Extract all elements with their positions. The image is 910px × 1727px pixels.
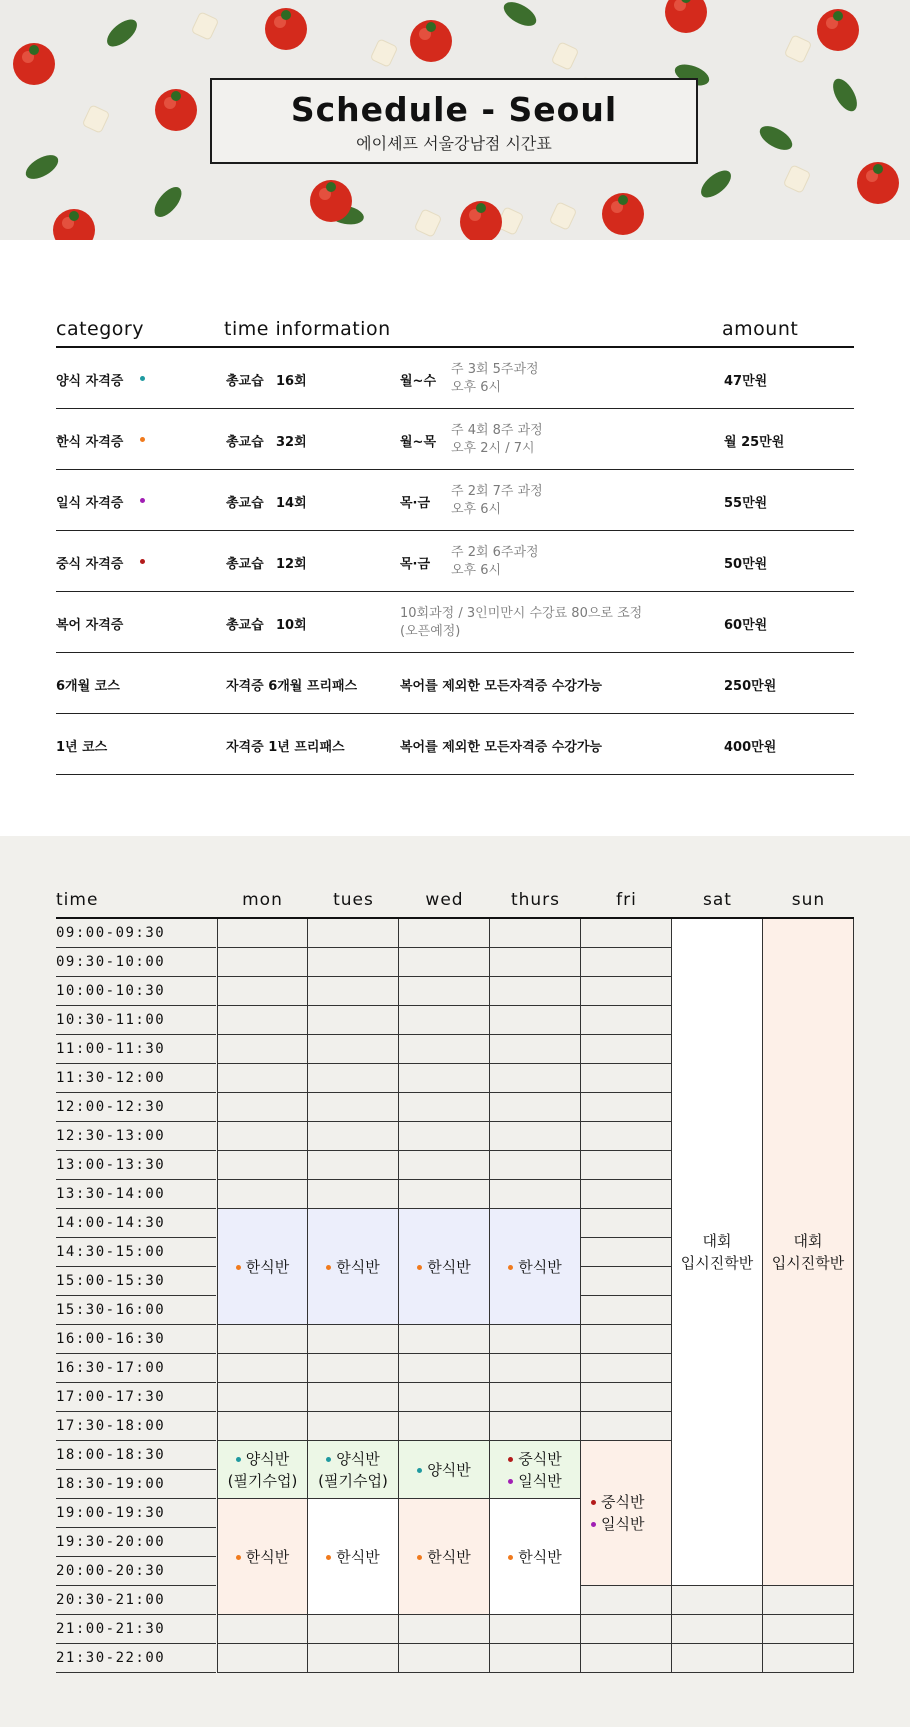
class-line: [508, 1256, 561, 1278]
time-slot-label: 20:30-21:00: [56, 1586, 216, 1615]
empty-slot-cell: [581, 1151, 672, 1180]
empty-slot-cell: [308, 1122, 399, 1151]
header-day-tues: tues: [333, 890, 374, 910]
empty-slot-cell: [217, 1412, 308, 1441]
class-line: [508, 1448, 561, 1470]
price-sessions: 총교습: [226, 617, 264, 633]
class-block: [308, 1441, 399, 1499]
class-line: [591, 1513, 644, 1535]
price-detail-line-1: 주 2회 7주 과정: [451, 483, 543, 499]
price-row: [56, 592, 854, 653]
empty-slot-cell: [399, 1064, 490, 1093]
class-line: [794, 1230, 823, 1252]
empty-slot-cell: [217, 1122, 308, 1151]
empty-slot-cell: [399, 1644, 490, 1673]
price-days: 목·금: [400, 495, 431, 511]
cheese-piece: [370, 39, 397, 67]
header-category: category: [56, 318, 144, 340]
title-box: [210, 78, 698, 164]
price-count: 16회: [276, 373, 307, 389]
class-line: [417, 1546, 470, 1568]
time-slot-label: 14:00-14:30: [56, 1209, 216, 1238]
empty-slot-cell: [308, 1383, 399, 1412]
empty-slot-cell: [581, 1354, 672, 1383]
class-color-dot: [417, 1468, 422, 1473]
class-line: [326, 1256, 379, 1278]
time-slot-label: 15:00-15:30: [56, 1267, 216, 1296]
class-name: 일식반: [518, 1471, 562, 1490]
price-days: 복어를 제외한 모든자격증 수강가능: [400, 678, 602, 694]
header-day-mon: mon: [242, 890, 283, 910]
time-slot-label: 15:30-16:00: [56, 1296, 216, 1325]
class-color-dot: [508, 1265, 513, 1270]
empty-slot-cell: [581, 1122, 672, 1151]
cheese-piece: [191, 12, 218, 40]
class-block: [490, 1499, 581, 1615]
header-day-sat: sat: [703, 890, 732, 910]
class-color-dot: [236, 1265, 241, 1270]
class-block: [399, 1441, 490, 1499]
empty-slot-cell: [308, 1035, 399, 1064]
price-detail-line-1: 주 4회 8주 과정: [451, 422, 543, 438]
price-detail-line-2: 오후 2시 / 7시: [451, 440, 535, 456]
empty-slot-cell: [217, 1644, 308, 1673]
tomato-stem: [873, 164, 883, 174]
class-name: 양식반: [336, 1449, 380, 1468]
time-slot-label: 10:30-11:00: [56, 1006, 216, 1035]
empty-slot-cell: [490, 919, 581, 948]
empty-slot-cell: [490, 1180, 581, 1209]
empty-slot-cell: [217, 1383, 308, 1412]
class-line: [508, 1470, 561, 1492]
class-name: 한식반: [518, 1257, 562, 1276]
class-block: [763, 919, 854, 1586]
empty-slot-cell: [399, 1093, 490, 1122]
basil-leaf: [756, 121, 796, 155]
cheese-piece: [549, 202, 576, 230]
cheese-piece: [784, 35, 811, 63]
time-slot-label: 21:30-22:00: [56, 1644, 216, 1673]
category-color-dot: [140, 498, 145, 503]
time-slot-label: 17:30-18:00: [56, 1412, 216, 1441]
category-color-dot: [140, 437, 145, 442]
price-sessions: 총교습: [226, 495, 264, 511]
empty-slot-cell: [399, 919, 490, 948]
price-amount: 250만원: [724, 678, 777, 694]
timetable: [0, 836, 910, 1727]
time-slot-label: 11:00-11:30: [56, 1035, 216, 1064]
empty-slot-cell: [217, 1064, 308, 1093]
class-line: [236, 1256, 289, 1278]
class-block: [308, 1209, 399, 1325]
basil-leaf: [150, 182, 187, 221]
class-name: 한식반: [245, 1257, 290, 1276]
class-color-dot: [417, 1555, 422, 1560]
tomato-stem: [69, 211, 79, 221]
class-line: [228, 1470, 298, 1492]
empty-slot-cell: [308, 1093, 399, 1122]
empty-slot-cell: [581, 1238, 672, 1267]
tomato-stem: [426, 22, 436, 32]
empty-slot-cell: [490, 1354, 581, 1383]
empty-slot-cell: [490, 1122, 581, 1151]
time-slot-label: 16:00-16:30: [56, 1325, 216, 1354]
empty-slot-cell: [399, 1122, 490, 1151]
time-slot-label: 12:00-12:30: [56, 1093, 216, 1122]
empty-slot-cell: [672, 1644, 763, 1673]
price-category: 6개월 코스: [56, 678, 120, 694]
cheese-piece: [551, 42, 578, 70]
header-day-sun: sun: [791, 890, 826, 910]
price-amount: 47만원: [724, 373, 768, 389]
empty-slot-cell: [399, 1151, 490, 1180]
price-sessions: 자격증 1년 프리패스: [226, 739, 345, 755]
empty-slot-cell: [308, 1644, 399, 1673]
tomato-stem: [618, 195, 628, 205]
class-name: 양식반: [245, 1449, 290, 1468]
empty-slot-cell: [581, 1296, 672, 1325]
class-line: [703, 1230, 732, 1252]
class-color-dot: [236, 1457, 241, 1462]
time-slot-label: 18:00-18:30: [56, 1441, 216, 1470]
empty-slot-cell: [490, 1006, 581, 1035]
empty-slot-cell: [308, 1615, 399, 1644]
empty-slot-cell: [581, 1644, 672, 1673]
class-color-dot: [591, 1500, 596, 1505]
empty-slot-cell: [308, 977, 399, 1006]
class-block: [217, 1209, 308, 1325]
time-slot-label: 19:30-20:00: [56, 1528, 216, 1557]
price-detail-line-2: (오픈예정): [400, 623, 461, 639]
class-line: [508, 1546, 561, 1568]
price-row: [56, 348, 854, 409]
class-block: [399, 1209, 490, 1325]
price-detail-line-1: 주 3회 5주과정: [451, 361, 539, 377]
empty-slot-cell: [217, 919, 308, 948]
class-color-dot: [508, 1457, 513, 1462]
basil-leaf: [828, 75, 862, 115]
page-title: Schedule - Seoul: [290, 90, 618, 129]
class-line: [681, 1252, 753, 1274]
price-sessions: 총교습: [226, 556, 264, 572]
price-row: [56, 409, 854, 470]
class-block: [490, 1441, 581, 1499]
price-days: 목·금: [400, 556, 431, 572]
empty-slot-cell: [581, 1383, 672, 1412]
class-name: 한식반: [336, 1547, 380, 1566]
class-name: 한식반: [245, 1547, 290, 1566]
class-color-dot: [326, 1555, 331, 1560]
tomato-stem: [171, 91, 181, 101]
empty-slot-cell: [308, 1006, 399, 1035]
time-slot-label: 17:00-17:30: [56, 1383, 216, 1412]
empty-slot-cell: [399, 1615, 490, 1644]
header-day-wed: wed: [425, 890, 464, 910]
empty-slot-cell: [490, 948, 581, 977]
time-slot-label: 13:00-13:30: [56, 1151, 216, 1180]
empty-slot-cell: [308, 948, 399, 977]
class-block: [308, 1499, 399, 1615]
price-count: 12회: [276, 556, 307, 572]
empty-slot-cell: [581, 919, 672, 948]
tomato-stem: [29, 45, 39, 55]
price-amount: 400만원: [724, 739, 777, 755]
class-line: [236, 1546, 289, 1568]
class-line: [326, 1546, 379, 1568]
empty-slot-cell: [581, 1267, 672, 1296]
time-slot-label: 19:00-19:30: [56, 1499, 216, 1528]
price-category: 1년 코스: [56, 739, 108, 755]
price-sessions: 자격증 6개월 프리패스: [226, 678, 358, 694]
header-time-information: time information: [224, 318, 391, 340]
empty-slot-cell: [490, 1412, 581, 1441]
class-block: [672, 919, 763, 1586]
empty-slot-cell: [490, 1064, 581, 1093]
empty-slot-cell: [217, 977, 308, 1006]
empty-slot-cell: [217, 1006, 308, 1035]
empty-slot-cell: [399, 1325, 490, 1354]
class-line: [772, 1252, 844, 1274]
empty-slot-cell: [308, 1180, 399, 1209]
basil-leaf: [22, 150, 62, 184]
empty-slot-cell: [217, 1093, 308, 1122]
price-category: 일식 자격증: [56, 495, 124, 511]
empty-slot-cell: [581, 1615, 672, 1644]
header-amount: amount: [722, 318, 799, 340]
price-category: 한식 자격증: [56, 434, 124, 450]
price-days: 복어를 제외한 모든자격증 수강가능: [400, 739, 602, 755]
price-category: 복어 자격증: [56, 617, 124, 633]
price-days: 월~목: [400, 434, 437, 450]
price-detail-line-1: 10회과정 / 3인미만시 수강료 80으로 조정: [400, 605, 643, 621]
time-slot-label: 11:30-12:00: [56, 1064, 216, 1093]
header-day-fri: fri: [616, 890, 637, 910]
empty-slot-cell: [217, 1151, 308, 1180]
empty-slot-cell: [308, 1151, 399, 1180]
class-name: 한식반: [427, 1547, 471, 1566]
class-name: 일식반: [601, 1515, 645, 1533]
time-slot-label: 18:30-19:00: [56, 1470, 216, 1499]
class-name: 한식반: [427, 1257, 471, 1276]
cheese-piece: [82, 105, 109, 133]
empty-slot-cell: [581, 1093, 672, 1122]
tomato-stem: [281, 10, 291, 20]
class-name: (필기수업): [318, 1471, 388, 1490]
empty-slot-cell: [490, 1325, 581, 1354]
empty-slot-cell: [399, 948, 490, 977]
empty-slot-cell: [308, 1064, 399, 1093]
class-block: [217, 1499, 308, 1615]
empty-slot-cell: [217, 948, 308, 977]
price-amount: 50만원: [724, 556, 768, 572]
tomato-stem: [326, 182, 336, 192]
price-count: 32회: [276, 434, 307, 450]
class-name: 한식반: [518, 1547, 562, 1566]
time-slot-label: 16:30-17:00: [56, 1354, 216, 1383]
class-block: [581, 1441, 672, 1586]
empty-slot-cell: [490, 1151, 581, 1180]
class-name: 입시진학반: [680, 1254, 754, 1272]
empty-slot-cell: [763, 1586, 854, 1615]
cheese-piece: [414, 209, 441, 237]
empty-slot-cell: [763, 1615, 854, 1644]
class-name: 입시진학반: [771, 1254, 845, 1272]
price-row: [56, 531, 854, 592]
class-line: [591, 1491, 644, 1513]
time-slot-label: 21:00-21:30: [56, 1615, 216, 1644]
empty-slot-cell: [308, 1325, 399, 1354]
class-name: 중식반: [601, 1493, 645, 1511]
price-amount: 55만원: [724, 495, 768, 511]
price-detail-line-2: 오후 6시: [451, 562, 502, 578]
time-slot-label: 10:00-10:30: [56, 977, 216, 1006]
price-detail-line-2: 오후 6시: [451, 379, 502, 395]
class-line: [236, 1448, 289, 1470]
class-line: [417, 1256, 470, 1278]
price-amount: 월 25만원: [724, 434, 785, 450]
empty-slot-cell: [490, 1644, 581, 1673]
class-name: 대회: [702, 1232, 732, 1250]
basil-leaf: [102, 15, 141, 52]
time-slot-label: 14:30-15:00: [56, 1238, 216, 1267]
class-block: [217, 1441, 308, 1499]
price-category: 양식 자격증: [56, 373, 124, 389]
empty-slot-cell: [308, 1412, 399, 1441]
class-name: 양식반: [427, 1460, 471, 1479]
empty-slot-cell: [581, 1209, 672, 1238]
empty-slot-cell: [217, 1354, 308, 1383]
class-name: 중식반: [518, 1449, 562, 1468]
empty-slot-cell: [581, 1006, 672, 1035]
category-color-dot: [140, 376, 145, 381]
price-sessions: 총교습: [226, 373, 264, 389]
class-color-dot: [236, 1555, 241, 1560]
class-color-dot: [508, 1555, 513, 1560]
empty-slot-cell: [581, 1035, 672, 1064]
empty-slot-cell: [490, 1093, 581, 1122]
class-color-dot: [326, 1265, 331, 1270]
empty-slot-cell: [399, 1035, 490, 1064]
class-name: (필기수업): [227, 1471, 298, 1490]
price-table: [0, 240, 910, 836]
basil-leaf: [500, 0, 540, 31]
empty-slot-cell: [581, 1325, 672, 1354]
empty-slot-cell: [672, 1586, 763, 1615]
class-color-dot: [417, 1265, 422, 1270]
empty-slot-cell: [217, 1035, 308, 1064]
empty-slot-cell: [581, 1586, 672, 1615]
price-detail-line-1: 주 2회 6주과정: [451, 544, 539, 560]
hero-banner: [0, 0, 910, 240]
class-block: [399, 1499, 490, 1615]
empty-slot-cell: [763, 1644, 854, 1673]
empty-slot-cell: [581, 1412, 672, 1441]
price-category: 중식 자격증: [56, 556, 124, 572]
time-slot-label: 20:00-20:30: [56, 1557, 216, 1586]
empty-slot-cell: [399, 1006, 490, 1035]
empty-slot-cell: [672, 1615, 763, 1644]
empty-slot-cell: [308, 919, 399, 948]
price-row: [56, 653, 854, 714]
empty-slot-cell: [399, 1180, 490, 1209]
class-color-dot: [591, 1522, 596, 1527]
empty-slot-cell: [490, 977, 581, 1006]
basil-leaf: [696, 166, 735, 203]
class-block: [490, 1209, 581, 1325]
empty-slot-cell: [217, 1615, 308, 1644]
empty-slot-cell: [217, 1180, 308, 1209]
price-detail-line-2: 오후 6시: [451, 501, 502, 517]
empty-slot-cell: [581, 1180, 672, 1209]
empty-slot-cell: [217, 1325, 308, 1354]
empty-slot-cell: [399, 1383, 490, 1412]
empty-slot-cell: [399, 1354, 490, 1383]
time-slot-label: 09:30-10:00: [56, 948, 216, 977]
price-days: 월~수: [400, 373, 437, 389]
empty-slot-cell: [490, 1035, 581, 1064]
tomato: [665, 0, 707, 33]
header-day-thurs: thurs: [510, 890, 561, 910]
category-color-dot: [140, 559, 145, 564]
empty-slot-cell: [399, 1412, 490, 1441]
empty-slot-cell: [490, 1383, 581, 1412]
empty-slot-cell: [308, 1354, 399, 1383]
time-slot-label: 12:30-13:00: [56, 1122, 216, 1151]
class-name: 한식반: [336, 1257, 380, 1276]
class-line: [326, 1448, 379, 1470]
tomato-stem: [833, 11, 843, 21]
empty-slot-cell: [581, 1064, 672, 1093]
header-time: time: [56, 890, 99, 910]
price-count: 14회: [276, 495, 307, 511]
price-row: [56, 714, 854, 775]
empty-slot-cell: [399, 977, 490, 1006]
time-slot-label: 13:30-14:00: [56, 1180, 216, 1209]
class-color-dot: [508, 1479, 513, 1484]
empty-slot-cell: [581, 948, 672, 977]
class-line: [318, 1470, 388, 1492]
tomato-stem: [476, 203, 486, 213]
empty-slot-cell: [490, 1615, 581, 1644]
empty-slot-cell: [581, 977, 672, 1006]
price-count: 10회: [276, 617, 307, 633]
cheese-piece: [783, 165, 810, 193]
class-name: 대회: [793, 1232, 823, 1250]
class-color-dot: [326, 1457, 331, 1462]
price-row: [56, 470, 854, 531]
page-subtitle: 에이셰프 서울강남점 시간표: [356, 134, 552, 153]
class-line: [417, 1459, 470, 1481]
price-amount: 60만원: [724, 617, 768, 633]
time-slot-label: 09:00-09:30: [56, 919, 216, 948]
price-sessions: 총교습: [226, 434, 264, 450]
